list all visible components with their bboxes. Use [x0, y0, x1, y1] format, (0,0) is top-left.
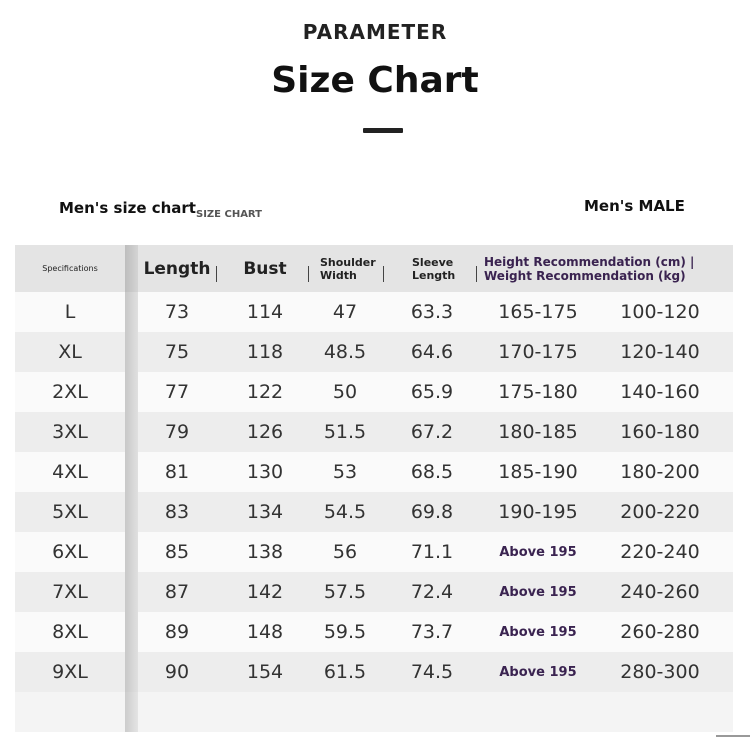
- shoulder-cell: 57.5: [323, 581, 367, 603]
- weight-cell: 160-180: [620, 421, 700, 443]
- length-cell: 83: [164, 501, 190, 523]
- length-cell: 85: [164, 541, 190, 563]
- height-cell: Above 195: [499, 624, 577, 640]
- shoulder-cell: 48.5: [323, 341, 367, 363]
- column-divider: [125, 492, 138, 532]
- weight-cell: 100-120: [620, 301, 700, 323]
- length-cell: 79: [164, 421, 190, 443]
- length-cell: 89: [164, 621, 190, 643]
- sleeve-cell: 64.6: [410, 341, 454, 363]
- column-divider: [125, 452, 138, 492]
- header-separator: [383, 266, 384, 282]
- header-sleeve: Sleeve Length: [412, 255, 456, 282]
- bust-cell: 118: [246, 341, 284, 363]
- size-cell: 5XL: [52, 501, 88, 523]
- sleeve-cell: 63.3: [410, 301, 454, 323]
- eyebrow-label: PARAMETER: [302, 20, 448, 44]
- size-cell: 4XL: [52, 461, 88, 483]
- bust-cell: 142: [246, 581, 284, 603]
- bust-cell: 134: [246, 501, 284, 523]
- height-cell: 185-190: [498, 461, 578, 483]
- size-cell: 8XL: [52, 621, 88, 643]
- size-cell: 3XL: [52, 421, 88, 443]
- header-separator: [476, 266, 477, 282]
- header-specifications: Specifications: [42, 264, 98, 273]
- bust-cell: 126: [246, 421, 284, 443]
- height-cell: 190-195: [498, 501, 578, 523]
- column-divider: [125, 332, 138, 372]
- header-separator: [308, 266, 309, 282]
- table-body: [15, 292, 733, 692]
- size-cell: XL: [58, 341, 82, 363]
- table-row: [15, 332, 733, 372]
- weight-cell: 180-200: [620, 461, 700, 483]
- title-underline: [363, 128, 403, 133]
- weight-cell: 120-140: [620, 341, 700, 363]
- length-cell: 81: [164, 461, 190, 483]
- size-cell: 2XL: [52, 381, 88, 403]
- weight-cell: 280-300: [620, 661, 700, 683]
- sleeve-cell: 68.5: [410, 461, 454, 483]
- height-cell: Above 195: [499, 544, 577, 560]
- sleeve-cell: 71.1: [410, 541, 454, 563]
- shoulder-cell: 47: [332, 301, 358, 323]
- sleeve-cell: 73.7: [410, 621, 454, 643]
- sleeve-cell: 69.8: [410, 501, 454, 523]
- subheader-left-small: SIZE CHART: [196, 209, 263, 220]
- weight-cell: 140-160: [620, 381, 700, 403]
- length-cell: 87: [164, 581, 190, 603]
- column-divider: [125, 652, 138, 692]
- sleeve-cell: 67.2: [410, 421, 454, 443]
- weight-cell: 260-280: [620, 621, 700, 643]
- column-divider: [125, 412, 138, 452]
- header-bust: Bust: [243, 258, 287, 279]
- shoulder-cell: 61.5: [323, 661, 367, 683]
- shoulder-cell: 51.5: [323, 421, 367, 443]
- subheader-left: Men's size chart: [59, 199, 196, 217]
- height-cell: 175-180: [498, 381, 578, 403]
- column-divider: [125, 572, 138, 612]
- height-cell: Above 195: [499, 664, 577, 680]
- weight-cell: 200-220: [620, 501, 700, 523]
- sleeve-cell: 74.5: [410, 661, 454, 683]
- column-divider: [125, 692, 138, 732]
- corner-line: [716, 735, 750, 737]
- length-cell: 73: [164, 301, 190, 323]
- column-divider: [125, 612, 138, 652]
- table-footer-row: [15, 692, 733, 732]
- sleeve-cell: 72.4: [410, 581, 454, 603]
- subheader-right: Men's MALE: [584, 197, 685, 215]
- column-divider: [125, 372, 138, 412]
- shoulder-cell: 53: [332, 461, 358, 483]
- size-table: [15, 245, 733, 732]
- size-cell: 7XL: [52, 581, 88, 603]
- length-cell: 75: [164, 341, 190, 363]
- shoulder-cell: 50: [332, 381, 358, 403]
- header-separator: [216, 266, 217, 282]
- table-row: [15, 492, 733, 532]
- column-divider: [125, 532, 138, 572]
- height-cell: 165-175: [498, 301, 578, 323]
- height-cell: Above 195: [499, 584, 577, 600]
- length-cell: 77: [164, 381, 190, 403]
- sleeve-cell: 65.9: [410, 381, 454, 403]
- table-row: [15, 412, 733, 452]
- height-cell: 180-185: [498, 421, 578, 443]
- shoulder-cell: 56: [332, 541, 358, 563]
- header-recommendation: Height Recommendation (cm) | Weight Recommendation (kg): [484, 254, 695, 283]
- shoulder-cell: 54.5: [323, 501, 367, 523]
- table-row: [15, 292, 733, 332]
- column-divider: [125, 245, 138, 292]
- page-title: Size Chart: [271, 60, 479, 101]
- column-divider: [125, 292, 138, 332]
- shoulder-cell: 59.5: [323, 621, 367, 643]
- table-row: [15, 612, 733, 652]
- size-cell: 9XL: [52, 661, 88, 683]
- bust-cell: 154: [246, 661, 284, 683]
- bust-cell: 130: [246, 461, 284, 483]
- header-shoulder: Shoulder Width: [320, 255, 376, 282]
- table-row: [15, 572, 733, 612]
- bust-cell: 148: [246, 621, 284, 643]
- table-row: [15, 372, 733, 412]
- size-cell: 6XL: [52, 541, 88, 563]
- table-row: [15, 452, 733, 492]
- size-cell: L: [64, 301, 76, 323]
- header-length: Length: [143, 258, 211, 279]
- height-cell: 170-175: [498, 341, 578, 363]
- bust-cell: 122: [246, 381, 284, 403]
- table-row: [15, 532, 733, 572]
- bust-cell: 114: [246, 301, 284, 323]
- bust-cell: 138: [246, 541, 284, 563]
- length-cell: 90: [164, 661, 190, 683]
- table-row: [15, 652, 733, 692]
- weight-cell: 240-260: [620, 581, 700, 603]
- table-header-row: [15, 245, 733, 292]
- weight-cell: 220-240: [620, 541, 700, 563]
